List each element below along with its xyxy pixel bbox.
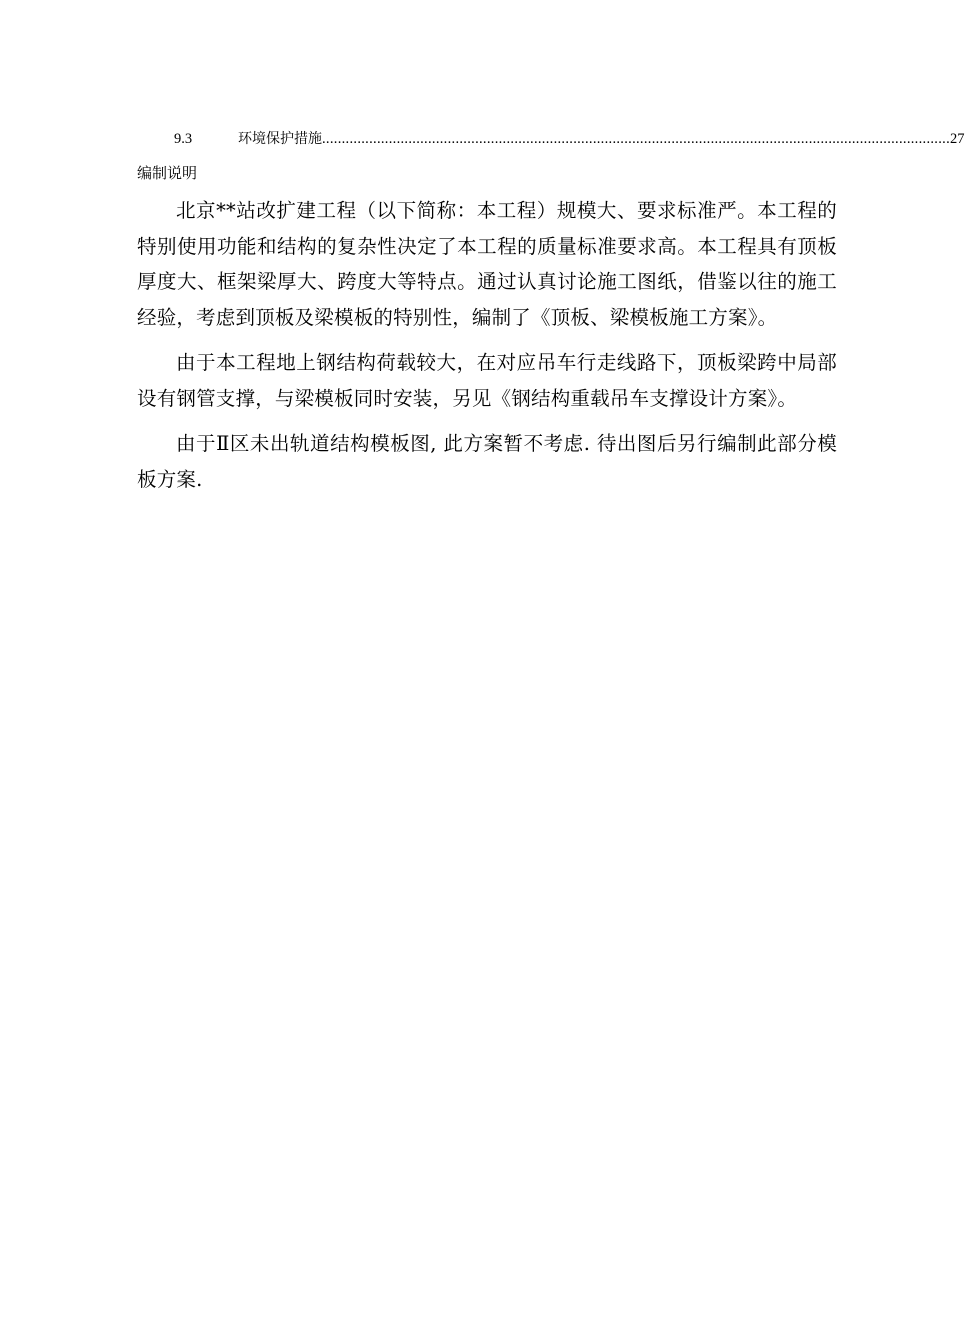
toc-entry-number: 9.3	[174, 131, 193, 147]
paragraph: 由于本工程地上钢结构荷载较大，在对应吊车行走线路下，顶板梁跨中局部设有钢管支撑，与梁模板同时安装，另见《钢结构重载吊车支撑设计方案》。	[137, 351, 837, 410]
section-heading: 编制说明	[137, 164, 198, 182]
section-body	[137, 193, 837, 507]
toc-entry[interactable]	[174, 128, 965, 150]
toc-entry-leader: ................................................................................................................................................................	[322, 131, 950, 147]
toc-entry-page-number: 27	[950, 131, 965, 147]
paragraph: 由于Ⅱ区未出轨道结构模板图, 此方案暂不考虑. 待出图后另行编制此部分模板方案.	[137, 432, 837, 491]
paragraph: 北京**站改扩建工程（以下简称：本工程）规模大、要求标准严。本工程的特别使用功能和结构的复杂性决定了本工程的质量标准要求高。本工程具有顶板厚度大、框架梁厚大、跨度大等特点。通过认真讨论施工图纸，借鉴以往的施工经验，考虑到顶板及梁模板的特别性，编制了《顶板、梁模板施工方案》。	[137, 199, 837, 329]
toc-entry-title: 环境保护措施	[238, 131, 322, 147]
